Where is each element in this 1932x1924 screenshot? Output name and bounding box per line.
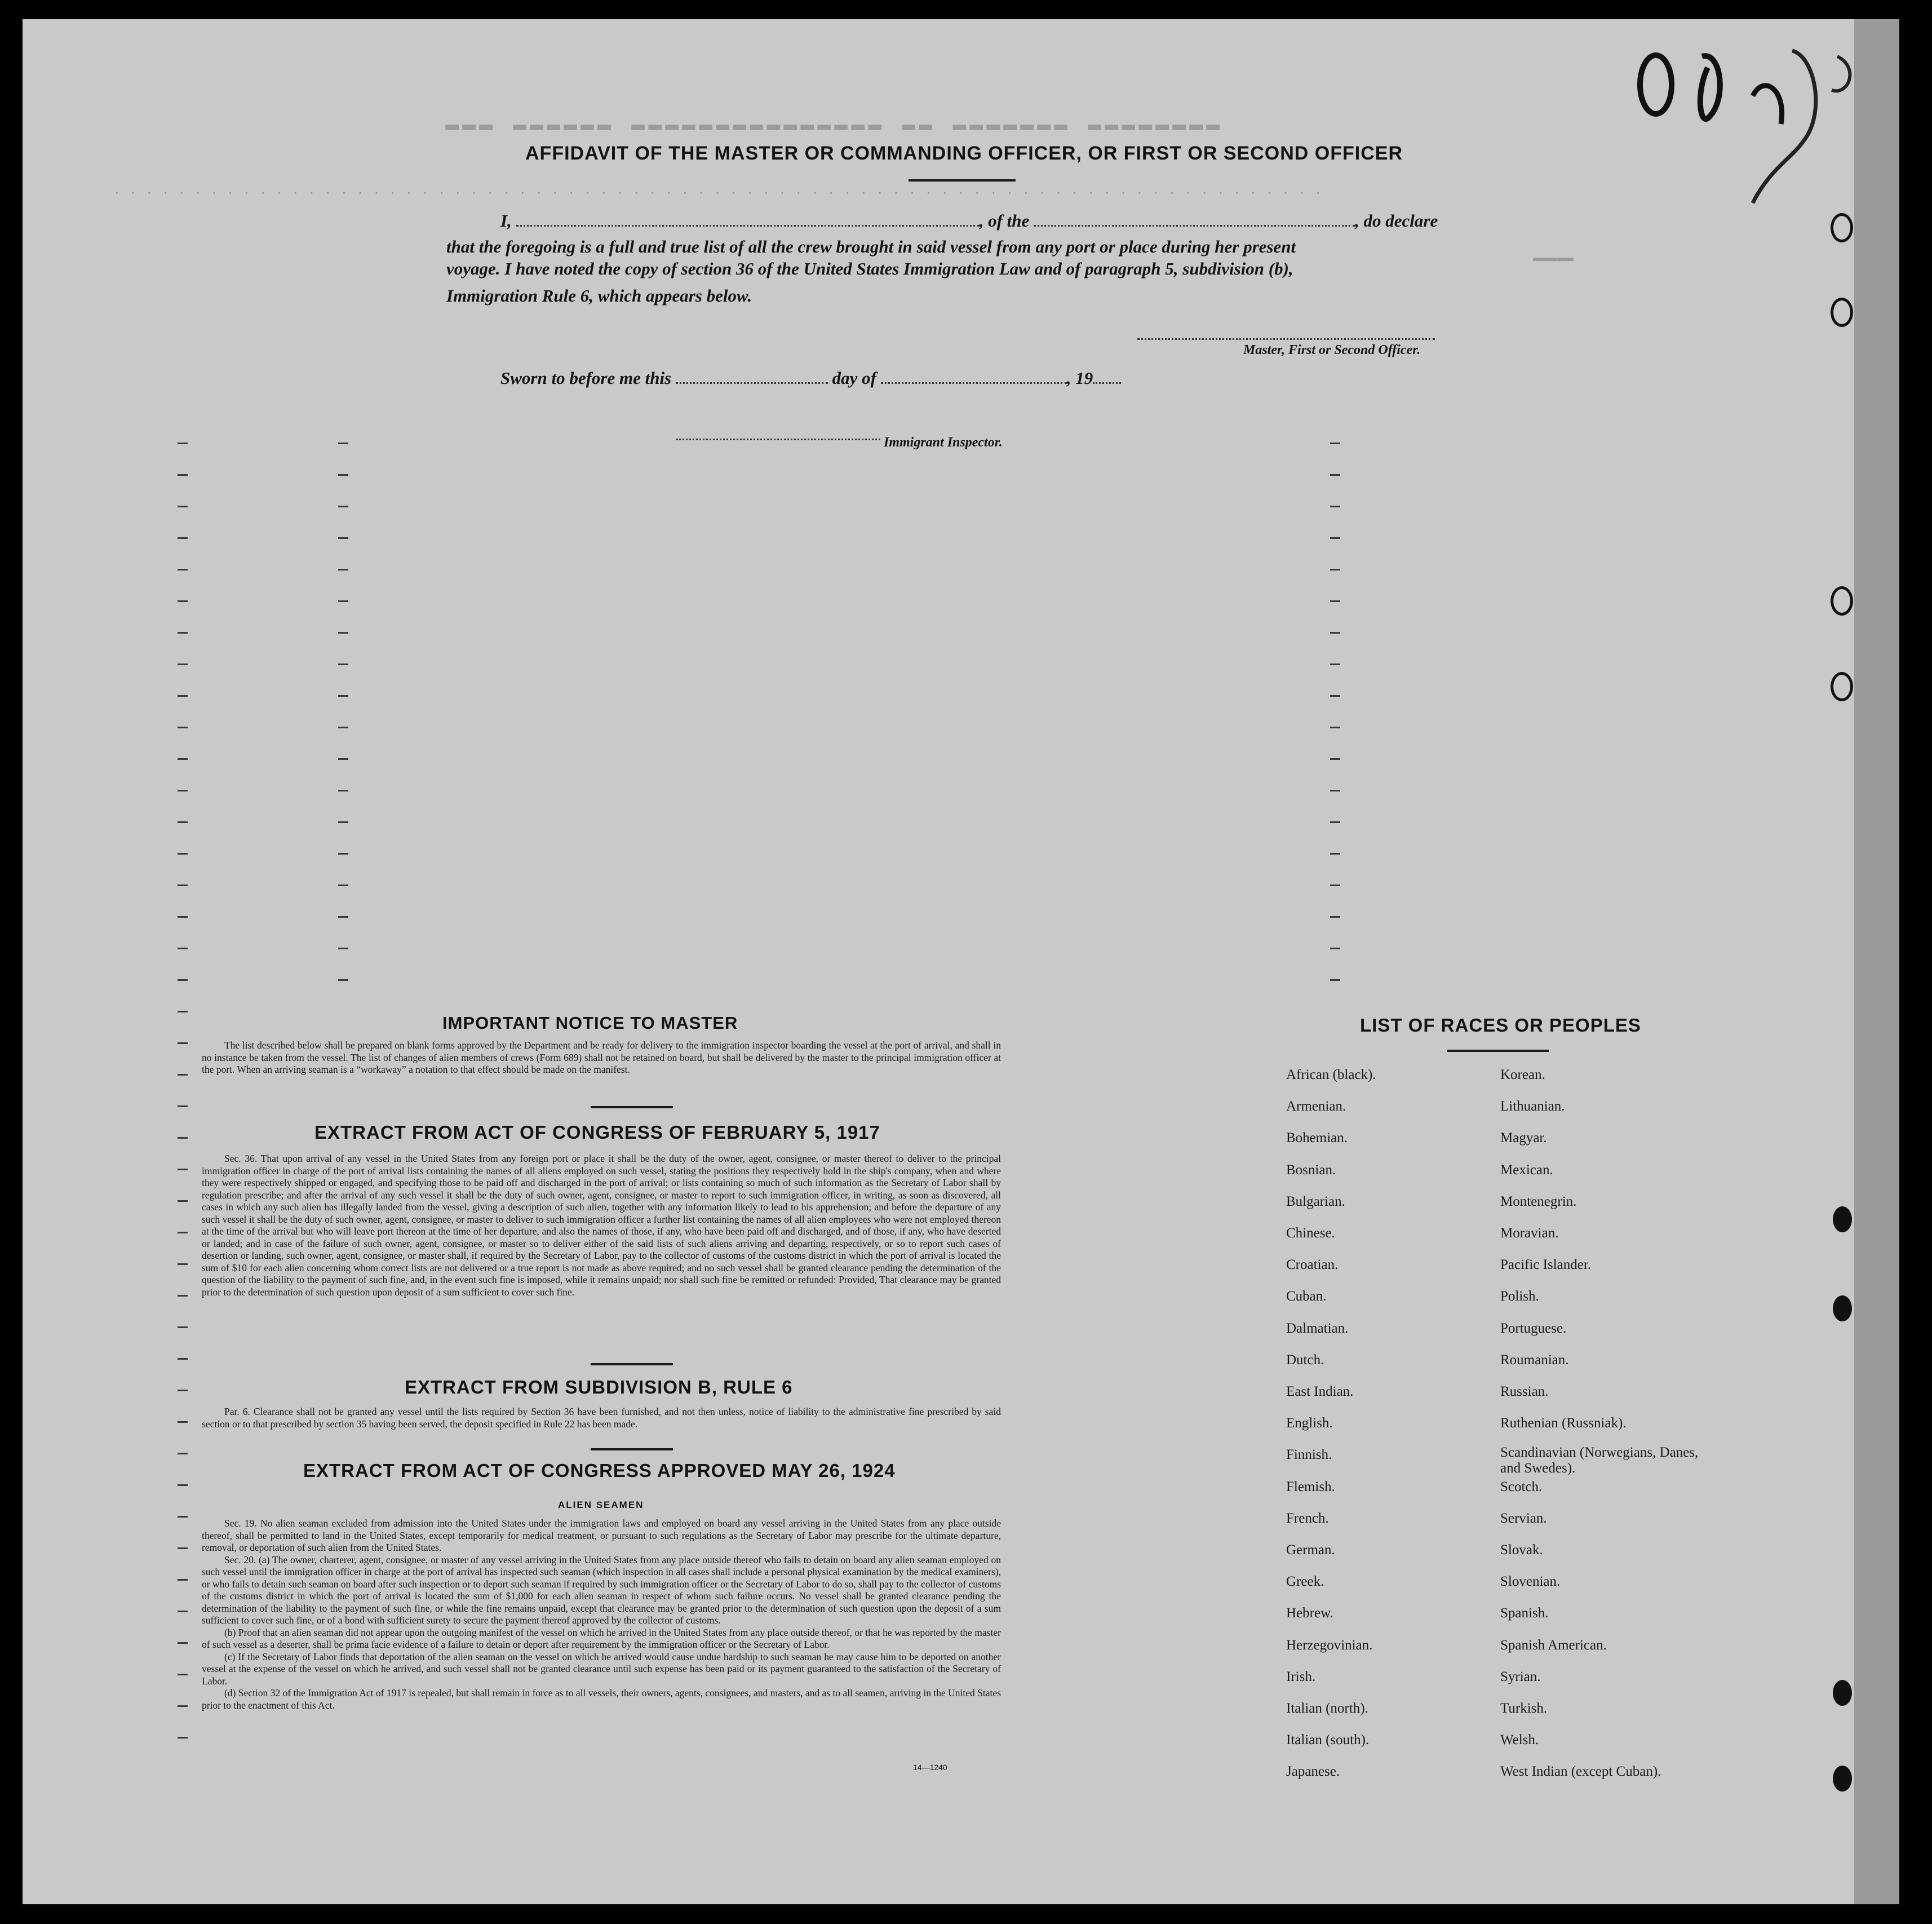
- signature-label: Master, First or Second Officer.: [1243, 343, 1421, 357]
- extract-rule6-title: EXTRACT FROM SUBDIVISION B, RULE 6: [405, 1377, 793, 1397]
- margin-dash: [338, 758, 348, 760]
- race-item: Moravian.: [1500, 1226, 1559, 1241]
- race-item: Spanish American.: [1500, 1638, 1607, 1653]
- races-title-underline: [1447, 1050, 1549, 1052]
- sworn-day-of: day of: [832, 368, 876, 388]
- binder-hole: [1831, 298, 1853, 327]
- section-rule: [591, 1363, 673, 1365]
- race-item: Magyar.: [1500, 1130, 1547, 1145]
- notice-title: IMPORTANT NOTICE TO MASTER: [442, 1013, 738, 1033]
- race-item: Bulgarian.: [1286, 1194, 1345, 1209]
- binder-hole: [1833, 1680, 1852, 1706]
- margin-dash: [178, 1263, 188, 1265]
- margin-dash: [338, 664, 348, 665]
- margin-dash: [178, 1642, 188, 1644]
- race-item: Roumanian.: [1500, 1352, 1569, 1368]
- race-item: Portuguese.: [1500, 1321, 1567, 1336]
- margin-dash: [178, 1421, 188, 1423]
- binder-hole: [1831, 672, 1853, 701]
- margin-dash: [178, 1516, 188, 1518]
- sworn-day-blank[interactable]: [676, 382, 828, 384]
- margin-dash: [178, 537, 188, 539]
- race-item: Turkish.: [1500, 1701, 1548, 1716]
- affidavit-line-2: that the foregoing is a full and true list of all the crew brought in said vessel from any port or place during her present: [446, 237, 1296, 256]
- margin-dash: [338, 632, 348, 634]
- margin-dash: [178, 758, 188, 760]
- inspector-signature-blank[interactable]: [676, 439, 880, 440]
- extract-1917-paragraph: Sec. 36. That upon arrival of any vessel in the United States from any foreign port or place it shall be the duty of the owner, agent, consignee, or master thereof to deliver to the principal immigration officer in charge of the port of arrival lists containing the names of all aliens employed on such vessel, stating the positions they respectively hold in the ship's company, when and where they were respectively shipped or engaged, and specifying those to be paid off and discharged in the port of arrival; or lists containing so much of such information as the Secretary of Labor shall by regulation prescribe; and after the arrival of any such vessel it shall be the duty of such owner, agent, consignee, or master to report to such immigration officer, in writing, as soon as discovered, all cases in which any such alien has illegally landed from the vessel, giving a description of such alien, together with any information likely to lead to his apprehension; and before the departure of any such vessel it shall be the duty of such owner, agent, consignee, or master to deliver to such immigration officer a further list containing the names of all alien employees who were not employed thereon at the time of the arrival but who will leave port thereon at the time of her departure, and also the names of those, if any, who have been paid off and discharged, and of those, if any, who have deserted or landed; and in case of the failure of such owner, agent, consignee, or master so to deliver either of the said lists of such aliens arriving and departing, respectively, or so to report such cases of desertion or landing, such owner, agent, consignee, or master shall, if required by the Secretary of Labor, pay to the collector of customs of the customs district in which the port of arrival is located the sum of $10 for each alien concerning whom correct lists are not delivered or a true report is not made as above required; and no such vessel shall be granted clearance pending the determination of the question of the liability to the payment of such fine, and, in the event such fine is imposed, while it remains unpaid; nor shall such fine be remitted or refunded: Provided, That clearance may be granted prior to the determination of such question upon deposit of a sum sufficient to cover such fine.: [202, 1153, 1001, 1298]
- sworn-prefix: Sworn to before me this: [500, 368, 672, 388]
- extract-1917-title: EXTRACT FROM ACT OF CONGRESS OF FEBRUARY 5, 1917: [314, 1122, 880, 1143]
- race-item: English.: [1286, 1416, 1333, 1431]
- race-item: Croatian.: [1286, 1257, 1339, 1272]
- race-item: Irish.: [1286, 1669, 1316, 1684]
- margin-dash: [1330, 727, 1340, 728]
- margin-dash: [338, 695, 348, 697]
- race-item: West Indian (except Cuban).: [1500, 1764, 1661, 1779]
- race-item: Flemish.: [1286, 1479, 1335, 1494]
- margin-dash: [178, 979, 188, 981]
- race-item: Herzegovinian.: [1286, 1638, 1373, 1653]
- affidavit-line-3: voyage. I have noted the copy of section 36 of the United States Immigration Law and of paragraph 5, subdivision (b),: [446, 259, 1293, 278]
- race-item: Dalmatian.: [1286, 1321, 1349, 1336]
- margin-dash: [1330, 979, 1340, 981]
- margin-dash: [1330, 884, 1340, 886]
- race-item: Chinese.: [1286, 1226, 1335, 1241]
- margin-dash: [338, 727, 348, 728]
- margin-dash: [178, 632, 188, 634]
- section-rule: [591, 1106, 673, 1108]
- margin-dash: [178, 884, 188, 886]
- race-item: Slovenian.: [1500, 1574, 1561, 1589]
- margin-dash: [1330, 632, 1340, 634]
- margin-dash: [338, 916, 348, 918]
- race-item: French.: [1286, 1511, 1329, 1526]
- affidavit-line-4: Immigration Rule 6, which appears below.: [446, 286, 752, 306]
- race-item: Scandinavian (Norwegians, Danes, and Swedes).: [1500, 1445, 1699, 1476]
- margin-dash: [338, 600, 348, 602]
- race-item: German.: [1286, 1542, 1335, 1558]
- vessel-name-blank[interactable]: [1034, 225, 1355, 227]
- race-item: Ruthenian (Russniak).: [1500, 1416, 1627, 1431]
- binder-hole: [1831, 213, 1853, 242]
- handwritten-scribble: [1623, 34, 1882, 225]
- race-item: Hebrew.: [1286, 1605, 1333, 1621]
- margin-dash: [178, 1169, 188, 1170]
- margin-dash: [1330, 758, 1340, 760]
- race-item: Spanish.: [1500, 1605, 1549, 1621]
- margin-dash: [178, 1358, 188, 1360]
- margin-dash: [338, 948, 348, 949]
- race-item: Greek.: [1286, 1574, 1324, 1589]
- sheet-edge-shadow: [1854, 19, 1899, 1904]
- margin-dash: [338, 569, 348, 570]
- margin-dash: [178, 1137, 188, 1139]
- margin-dash: [178, 1705, 188, 1707]
- margin-dash: [1330, 537, 1340, 539]
- margin-dash: [178, 790, 188, 791]
- extract-1917-body: [202, 1153, 1001, 1298]
- margin-dash: [338, 443, 348, 444]
- vessel-prefix: , of the: [979, 211, 1030, 231]
- declarant-prefix: I,: [500, 211, 512, 231]
- margin-dash: [1330, 948, 1340, 949]
- notice-paragraph: The list described below shall be prepared on blank forms approved by the Department and be ready for delivery to the immigration inspector boarding the vessel at the port of arrival, and shall in no instance be taken from the vessel. The list of changes of alien members of crews (Form 689) shall not be retained on board, but shall be delivered by the master to the principal immigration officer at the port. When an arriving seaman is a “workaway” a notation to that effect should be made on the manifest.: [202, 1040, 1001, 1075]
- sec-20d-paragraph: (d) Section 32 of the Immigration Act of 1917 is repealed, but shall remain in force as to all vessels, their owners, agents, consignees, and masters, and as to all seamen, arriving in the United States prior to the enactment of this Act.: [202, 1687, 1001, 1711]
- race-item: Servian.: [1500, 1511, 1547, 1526]
- race-item: Italian (south).: [1286, 1732, 1370, 1748]
- margin-dash: [178, 727, 188, 728]
- sec-20b-paragraph: (b) Proof that an alien seaman did not appear upon the outgoing manifest of the vessel on which he arrived in the United States from any place outside thereof, or that he was reported by the master of such vessel as a deserter, shall be prima facie evidence of a failure to detain or deport after requirement by the immigration officer or the Secretary of Labor.: [202, 1626, 1001, 1650]
- title-underline: [909, 179, 1016, 182]
- margin-dash: [178, 1611, 188, 1612]
- margin-dash: [178, 1042, 188, 1044]
- margin-dash: [1330, 695, 1340, 697]
- margin-dash: [178, 948, 188, 949]
- sec-20c-paragraph: (c) If the Secretary of Labor finds that deportation of the alien seaman on the vessel on which he arrived would cause undue hardship to such seaman he may cause him to be deported on another vessel at the expense of the vessel on which he arrived, and such vessel shall not be granted clearance until such expense has been paid or its payment guaranteed to the satisfaction of the Secretary of Labor.: [202, 1651, 1001, 1687]
- race-item: Syrian.: [1500, 1669, 1541, 1684]
- bleed-through-text: ▬▬▬ ▬▬▬▬▬▬ ▬▬▬▬▬▬▬▬▬▬▬▬▬▬▬ ▬▬ ▬▬▬▬▬▬▬ ▬▬▬▬▬▬▬▬: [445, 113, 1224, 138]
- notice-body: [202, 1040, 1001, 1076]
- extract-1924-body: [202, 1518, 1001, 1711]
- form-number: 14—1240: [913, 1763, 947, 1772]
- race-item: Italian (north).: [1286, 1701, 1368, 1716]
- margin-dash: [178, 1295, 188, 1297]
- race-item: Montenegrin.: [1500, 1194, 1577, 1209]
- margin-dash: [178, 1737, 188, 1739]
- margin-dash: [178, 1074, 188, 1076]
- margin-dash: [1330, 474, 1340, 476]
- race-item: Armenian.: [1286, 1099, 1346, 1114]
- binder-hole: [1833, 1206, 1852, 1232]
- sec-19-paragraph: Sec. 19. No alien seaman excluded from admission into the United States under the immigration laws and employed on board any vessel arriving in the United States from any place outside thereof, shall be permitted to land in the United States, except temporarily for medical treatment, or pursuant to such regulations as the Secretary of Labor may prescribe for the ultimate departure, removal, or deportation of such alien from the United States.: [202, 1518, 1001, 1553]
- margin-dash: [178, 1326, 188, 1328]
- margin-dash: [178, 821, 188, 823]
- race-item: Japanese.: [1286, 1764, 1340, 1779]
- race-item: Cuban.: [1286, 1289, 1327, 1304]
- sworn-month-blank[interactable]: [881, 382, 1067, 384]
- margin-dash: [338, 537, 348, 539]
- margin-dash: [178, 853, 188, 855]
- margin-dash: [178, 474, 188, 476]
- margin-dash: [178, 1105, 188, 1107]
- binder-hole: [1831, 586, 1853, 616]
- section-rule: [591, 1448, 673, 1450]
- race-item: Russian.: [1500, 1384, 1549, 1399]
- race-item: Scotch.: [1500, 1479, 1543, 1494]
- margin-dash: [338, 790, 348, 791]
- race-item: Polish.: [1500, 1289, 1539, 1304]
- margin-dash: [338, 506, 348, 507]
- margin-dash: [178, 1579, 188, 1581]
- margin-dash: [1330, 600, 1340, 602]
- affidavit-title: AFFIDAVIT OF THE MASTER OR COMMANDING OFFICER, OR FIRST OR SECOND OFFICER: [525, 143, 1403, 164]
- race-item: Finnish.: [1286, 1447, 1332, 1462]
- margin-dash: [338, 853, 348, 855]
- race-item: Pacific Islander.: [1500, 1257, 1592, 1272]
- margin-dash: [178, 1453, 188, 1454]
- margin-dash: [178, 1200, 188, 1202]
- margin-dash: [178, 1674, 188, 1675]
- margin-dash: [1330, 821, 1340, 823]
- margin-dash: [1330, 443, 1340, 444]
- margin-dash: [338, 474, 348, 476]
- margin-dash: [1330, 569, 1340, 570]
- race-item: East Indian.: [1286, 1384, 1354, 1399]
- margin-dash: [1330, 853, 1340, 855]
- margin-dash: [178, 600, 188, 602]
- sec-20a-paragraph: Sec. 20. (a) The owner, charterer, agent, consignee, or master of any vessel arriving in the United States from any place outside thereof who fails to detain on board any alien seaman employed on such vessel until the immigration officer in charge at the port of arrival has inspected such seaman (which inspection in all cases shall include a personal physical examination by the medical examiners), or who fails to detain such seaman on board after such inspection or to deport such seaman if required by such immigration officer or the Secretary of Labor to do so, shall pay to the collector of customs of the customs district in which the port of arrival is located the sum of $1,000 for each alien seaman in respect of whom such failure occurs. No vessel shall be granted clearance pending the determination of the liability to the payment of such fine, or while the fine remains unpaid, except that clearance may be granted prior to the determination of such question upon the deposit of a sum sufficient to cover such fine, or of a bond with sufficient surety to secure the payment thereof approved by the collector of customs.: [202, 1554, 1001, 1626]
- extract-rule6-body: [202, 1406, 1001, 1430]
- bleed-through-text: ▬▬▬▬▬: [1533, 251, 1574, 266]
- binder-hole: [1833, 1766, 1852, 1792]
- margin-dash: [178, 1390, 188, 1391]
- declare-text: , do declare: [1355, 211, 1438, 231]
- sworn-year-blank[interactable]: [1093, 382, 1121, 384]
- races-title: LIST OF RACES OR PEOPLES: [1360, 1015, 1641, 1036]
- margin-dash: [178, 1484, 188, 1486]
- declarant-name-blank[interactable]: [516, 225, 980, 227]
- affidavit-line-1: [500, 211, 1438, 231]
- margin-dash: [1330, 664, 1340, 665]
- race-item: Slovak.: [1500, 1542, 1543, 1558]
- bleed-through-text: · · · · · · · · · · · · · · · · · · · · · · · · · · · · · · · · · · · · · · · · · · · · · · · · · · · · · · · · · · · · · · · · · · · · · · · · · · ·: [113, 186, 1322, 201]
- margin-dash: [338, 821, 348, 823]
- race-item: Bohemian.: [1286, 1130, 1348, 1145]
- race-item: Dutch.: [1286, 1352, 1324, 1368]
- margin-dash: [178, 1547, 188, 1549]
- binder-hole: [1833, 1295, 1852, 1321]
- margin-dash: [178, 916, 188, 918]
- margin-dash: [178, 664, 188, 665]
- extract-1924-title: EXTRACT FROM ACT OF CONGRESS APPROVED MAY 26, 1924: [303, 1460, 896, 1481]
- margin-dash: [1330, 506, 1340, 507]
- alien-seamen-subtitle: ALIEN SEAMEN: [558, 1500, 644, 1510]
- margin-dash: [338, 884, 348, 886]
- extract-rule6-paragraph: Par. 6. Clearance shall not be granted any vessel until the lists required by Section 36 have been furnished, and not then unless, notice of liability to the administrative fine prescribed by said section or to that prescribed by section 35 having been served, the deposit specified in Rule 22 has been made.: [202, 1406, 1001, 1430]
- margin-dash: [178, 1011, 188, 1012]
- margin-dash: [178, 1232, 188, 1233]
- margin-dash: [178, 506, 188, 507]
- margin-dash: [178, 569, 188, 570]
- margin-dash: [178, 695, 188, 697]
- race-item: African (black).: [1286, 1067, 1376, 1082]
- margin-dash: [1330, 916, 1340, 918]
- race-item: Mexican.: [1500, 1162, 1553, 1178]
- race-item: Lithuanian.: [1500, 1099, 1565, 1114]
- race-item: Welsh.: [1500, 1732, 1539, 1748]
- sworn-line: [500, 368, 1121, 388]
- race-item: Korean.: [1500, 1067, 1545, 1082]
- race-item: Bosnian.: [1286, 1162, 1336, 1178]
- margin-dash: [1330, 790, 1340, 791]
- signature-blank[interactable]: [1137, 338, 1435, 340]
- margin-dash: [178, 443, 188, 444]
- inspector-label: Immigrant Inspector.: [884, 435, 1003, 450]
- margin-dash: [338, 979, 348, 981]
- sworn-year: , 19: [1066, 368, 1093, 388]
